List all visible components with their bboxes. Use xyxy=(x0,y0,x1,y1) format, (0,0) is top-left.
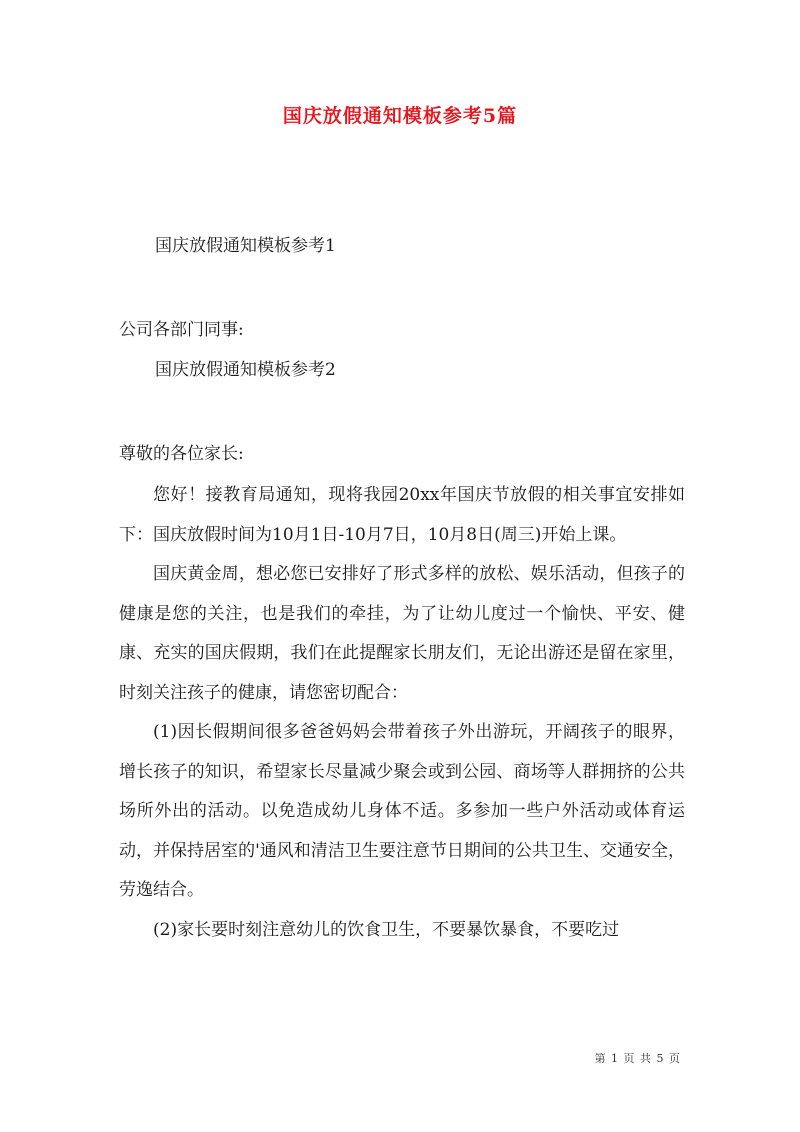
document-title: 国庆放假通知模板参考5篇 xyxy=(282,105,518,127)
section-heading-1: 国庆放假通知模板参考1 xyxy=(155,236,336,256)
paragraph-intro: 您好！接教育局通知，现将我园20xx年国庆节放假的相关事宜安排如下：国庆放假时间为10月1日-10月7日，10月8日(周三)开始上课。 xyxy=(119,485,685,545)
greeting-parents: 尊敬的各位家长: xyxy=(119,444,244,464)
paragraph-item-2: (2)家长要时刻注意幼儿的饮食卫生，不要暴饮暴食，不要吃过 xyxy=(153,919,620,940)
section-heading-2: 国庆放假通知模板参考2 xyxy=(155,360,336,380)
notice-body xyxy=(119,476,685,950)
greeting-colleagues: 公司各部门同事: xyxy=(119,320,244,340)
page-number: 第 1 页 共 5 页 xyxy=(594,1052,681,1065)
paragraph-golden-week: 国庆黄金周，想必您已安排好了形式多样的放松、娱乐活动，但孩子的健康是您的关注，也是我们的牵挂，为了让幼儿度过一个愉快、平安、健康、充实的国庆假期，我们在此提醒家长朋友们，无论出游还是留在家里，时刻关注孩子的健康，请您密切配合： xyxy=(119,564,685,703)
paragraph-item-1: (1)因长假期间很多爸爸妈妈会带着孩子外出游玩，开阔孩子的眼界，增长孩子的知识，希望家长尽量减少聚会或到公园、商场等人群拥挤的公共场所外出的活动。以免造成幼儿身体不适。多参加一些户外活动或体育运动，并保持居室的'通风和清洁卫生要注意节日期间的公共卫生、交通安全，劳逸结合。 xyxy=(119,722,685,900)
